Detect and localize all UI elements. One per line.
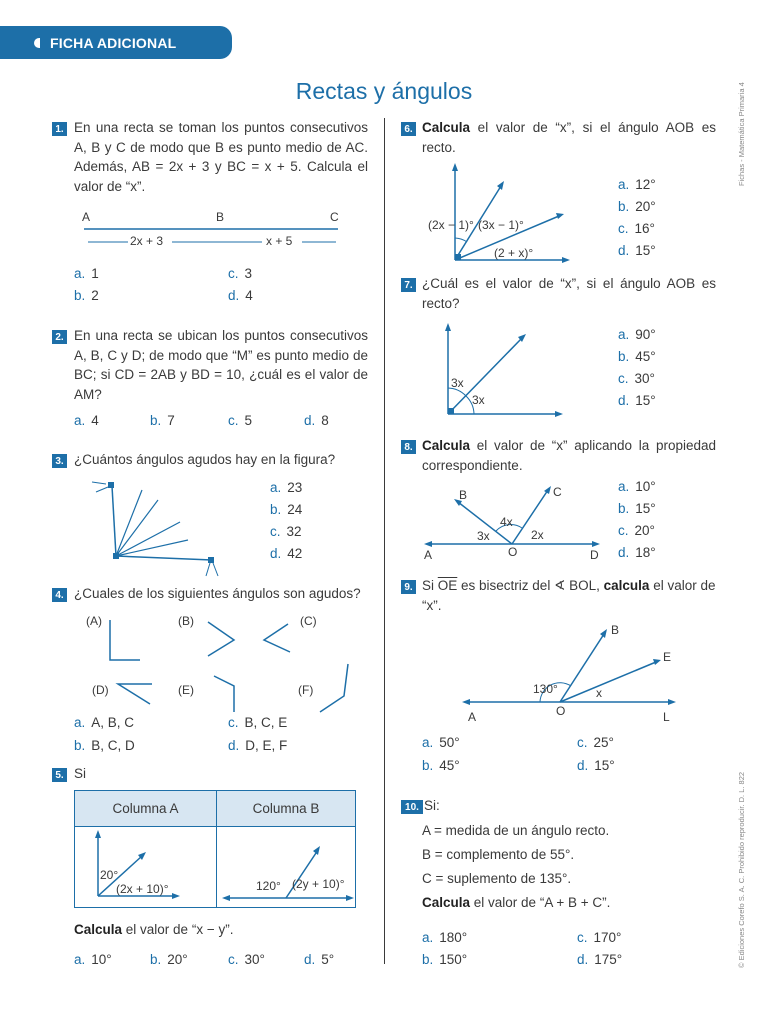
q4-label-c: (C): [300, 614, 317, 628]
q2-option-b[interactable]: b. 7: [150, 413, 175, 428]
q3-option-b[interactable]: b. 24: [270, 502, 303, 517]
q8-point-c: C: [553, 485, 562, 499]
q1-option-a[interactable]: a. 1: [74, 266, 99, 281]
section-tab-label: FICHA ADICIONAL: [50, 34, 177, 51]
q3-number: 3.: [52, 454, 67, 468]
q1-point-c: C: [330, 210, 339, 224]
q8-option-b[interactable]: b. 15°: [618, 501, 656, 516]
q9-ray-oe: $\overline{OE}$: [437, 578, 458, 593]
q4-label-b: (B): [178, 614, 194, 628]
q5-column-b-header: Columna B: [217, 791, 355, 827]
q2-number: 2.: [52, 330, 67, 344]
q7-option-a[interactable]: a. 90°: [618, 327, 656, 342]
q6-option-d[interactable]: d. 15°: [618, 243, 656, 258]
q9-option-a[interactable]: a. 50°: [422, 735, 460, 750]
q5-calc-text: Calcula el valor de “x − y”.: [74, 922, 234, 937]
page-title: Rectas y ángulos: [295, 78, 473, 104]
q9-option-b[interactable]: b. 45°: [422, 758, 460, 773]
q9-point-o: O: [556, 704, 566, 718]
q5-option-c[interactable]: c. 30°: [228, 952, 265, 967]
q9-angle-x: x: [596, 686, 602, 700]
q1-segment-bc: x + 5: [266, 234, 293, 248]
q4-option-b[interactable]: b. B, C, D: [74, 738, 135, 753]
q2-option-a[interactable]: a. 4: [74, 413, 99, 428]
q7-option-b[interactable]: b. 45°: [618, 349, 656, 364]
side-note-bottom: © Ediciones Corefo S. A. C. Prohibido reproducir. D. L. 822: [737, 771, 746, 968]
q3-option-d[interactable]: d. 42: [270, 546, 303, 561]
q6-option-c[interactable]: c. 16°: [618, 221, 655, 236]
q1-number: 1.: [52, 122, 67, 136]
q6-angle-2: (3x − 1)°: [478, 218, 524, 232]
q5-fig-b-angle-1: 120°: [256, 879, 281, 893]
q9-point-e: E: [663, 650, 672, 664]
q3-text: ¿Cuántos ángulos agudos hay en la figura?: [74, 452, 336, 467]
q10-line-1: A = medida de un ángulo recto.: [422, 823, 610, 838]
q2-text: En una recta se ubican los puntos consecutivos A, B, C y D; de modo que “M” es punto medio de BC; si CD = 2AB y BD = 10, ¿cuál es el valor de AM?: [74, 328, 368, 402]
q1-option-d[interactable]: d. 4: [228, 288, 253, 303]
q8-point-b: B: [459, 488, 468, 502]
side-note-top: Fichas - Matemática Primaria 4: [737, 82, 746, 186]
q8-angle-2x: 2x: [531, 528, 544, 542]
q4-label-a: (A): [86, 614, 102, 628]
q9-number: 9.: [401, 580, 416, 594]
q10-line-2: B = complemento de 55°.: [422, 847, 575, 862]
q4-number: 4.: [52, 588, 67, 602]
q4-option-d[interactable]: d. D, E, F: [228, 738, 288, 753]
q5-fig-a-angle-2: (2x + 10)°: [116, 882, 169, 896]
q8-option-d[interactable]: d. 18°: [618, 545, 656, 560]
q6-option-b[interactable]: b. 20°: [618, 199, 656, 214]
q6-number: 6.: [401, 122, 416, 136]
q6-angle-1: (2x − 1)°: [428, 218, 474, 232]
q10-option-b[interactable]: b. 150°: [422, 952, 468, 967]
q9-point-l: L: [663, 710, 670, 724]
q7-text: ¿Cuál es el valor de “x”, si el ángulo AOB es recto?: [422, 276, 716, 311]
q7-angle-1: 3x: [451, 376, 464, 390]
q4-option-a[interactable]: a. A, B, C: [74, 715, 135, 730]
q1-point-a: A: [82, 210, 91, 224]
q8-point-d: D: [590, 548, 599, 562]
q1-text: En una recta se toman los puntos consecutivos A, B y C de modo que B es punto medio de AC. Además, AB = 2x + 3 y BC = x + 5. Calcula el valor de “x”.: [74, 120, 368, 194]
q8-point-o: O: [508, 545, 518, 559]
q4-text: ¿Cuales de los siguientes ángulos son agudos?: [74, 586, 361, 601]
q5-column-a-header: Columna A: [75, 791, 216, 827]
q9-point-a: A: [468, 710, 477, 724]
q3-option-a[interactable]: a. 23: [270, 480, 303, 495]
q5-option-d[interactable]: d. 5°: [304, 952, 335, 967]
q1-point-b: B: [216, 210, 225, 224]
q8-text: Calcula el valor de “x” aplicando la propiedad correspondiente.: [422, 438, 716, 473]
q8-point-a: A: [424, 548, 433, 562]
q9-text: Si $\overline{OE}$ es bisectriz del ∢ BOL, calcula el valor de “x”.: [422, 578, 716, 613]
q6-text: Calcula el valor de “x”, si el ángulo AOB es recto.: [422, 120, 716, 155]
q4-label-e: (E): [178, 683, 194, 697]
q1-segment-ab: 2x + 3: [130, 234, 164, 248]
q2-option-c[interactable]: c. 5: [228, 413, 253, 428]
q5-option-a[interactable]: a. 10°: [74, 952, 112, 967]
q8-number: 8.: [401, 440, 416, 454]
q8-option-a[interactable]: a. 10°: [618, 479, 656, 494]
q9-option-c[interactable]: c. 25°: [577, 735, 614, 750]
q6-angle-3: (2 + x)°: [494, 246, 534, 260]
q5-fig-b-angle-2: (2y + 10)°: [292, 877, 345, 891]
q10-option-a[interactable]: a. 180°: [422, 930, 468, 945]
q7-angle-2: 3x: [472, 393, 485, 407]
q10-line-3: C = suplemento de 135°.: [422, 871, 572, 886]
q4-label-d: (D): [92, 683, 109, 697]
q10-option-c[interactable]: c. 170°: [577, 930, 622, 945]
q4-option-c[interactable]: c. B, C, E: [228, 715, 288, 730]
q7-option-c[interactable]: c. 30°: [618, 371, 655, 386]
q1-option-b[interactable]: b. 2: [74, 288, 99, 303]
q5-option-b[interactable]: b. 20°: [150, 952, 188, 967]
q3-option-c[interactable]: c. 32: [270, 524, 302, 539]
q1-option-c[interactable]: c. 3: [228, 266, 253, 281]
q9-angle-130: 130°: [533, 682, 558, 696]
q2-option-d[interactable]: d. 8: [304, 413, 329, 428]
q10-option-d[interactable]: d. 175°: [577, 952, 623, 967]
q8-angle-3x: 3x: [477, 529, 490, 543]
q5-fig-a-angle-1: 20°: [100, 868, 119, 882]
q9-point-b: B: [611, 623, 620, 637]
q5-text: Si: [74, 766, 87, 781]
q6-option-a[interactable]: a. 12°: [618, 177, 656, 192]
q8-angle-4x: 4x: [500, 515, 513, 529]
q10-text: Si:: [424, 798, 440, 813]
q10-number: 10.: [401, 800, 423, 814]
q4-label-f: (F): [298, 683, 314, 697]
q9-option-d[interactable]: d. 15°: [577, 758, 615, 773]
q8-option-c[interactable]: c. 20°: [618, 523, 655, 538]
q5-number: 5.: [52, 768, 67, 782]
q7-number: 7.: [401, 278, 416, 292]
q7-option-d[interactable]: d. 15°: [618, 393, 656, 408]
q10-calc-text: Calcula el valor de “A + B + C”.: [422, 895, 611, 910]
